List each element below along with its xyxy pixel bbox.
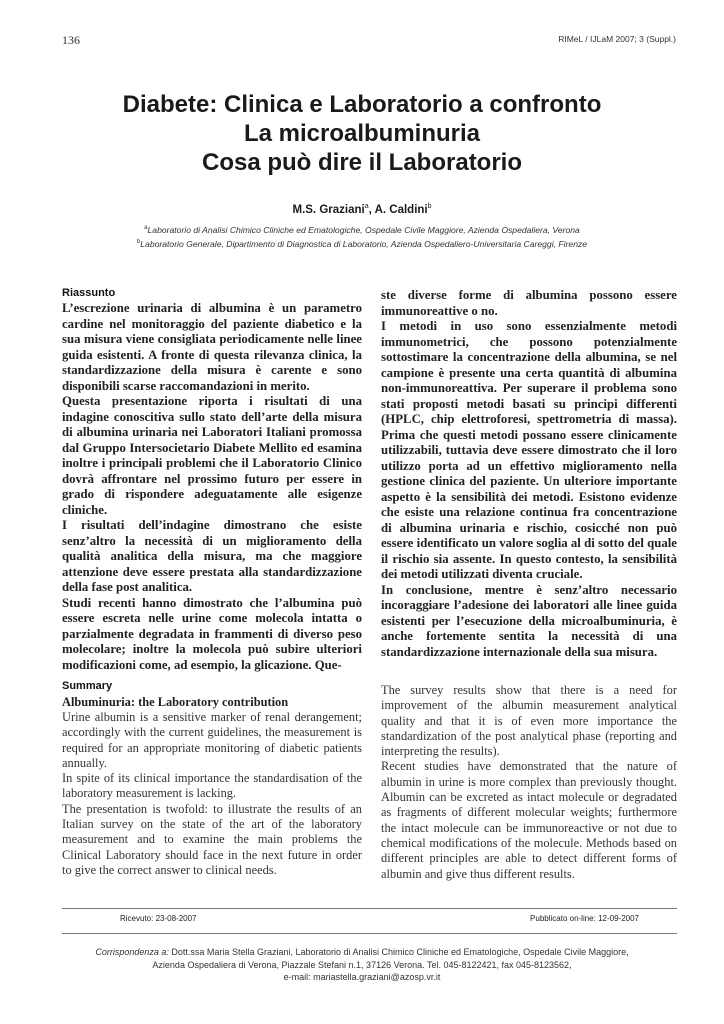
correspondence-text: Dott.ssa Maria Stella Graziani, Laboratorio di Analisi Chimico Cliniche ed Ematologiche, Ospedale Civile Maggiore, bbox=[171, 947, 629, 957]
summary-paragraph: Recent studies have demonstrated that the nature of albumin in urine is more complex than previously thought. Albumin can be excreted as intact molecule or degradated as fragments of different molecular weights; furthermore the intact molecule can be immunoreactive or not due to chemical modifications of the molecule. Methods based on different principles are able to detect different forms of albumin and give thus different results. bbox=[381, 759, 677, 881]
riassunto-paragraph: I metodi in uso sono essenzialmente metodi immunometrici, che possono potenzialmente sottostimare la concentrazione della albumina, se nel campione è presente una certa quantità di albumina non-immunoreattiva. Per superare il problema sono stati proposti metodi basati su principi differenti (HPLC, chip elettroforesi, spettrometria di massa). Prima che questi metodi possano essere clinicamente utilizzabili, tuttavia deve essere dimostrato che il loro utilizzo porta ad un effettivo miglioramento nella gestione clinica del paziente. Un ulteriore importante aspetto è la sensibilità dei metodi. Esistono evidenze che esiste una relazione continua fra concentrazione di albumina urinaria e rischio, cosicché non può essere identificato un valore soglia al di sotto del quale il rischio sia assente. In questo contesto, la sensibilità dei metodi utilizzati diventa cruciale. bbox=[381, 319, 677, 581]
riassunto-paragraph: L’escrezione urinaria di albumina è un parametro cardine nel monitoraggio del paziente diabetico e la sua misura viene consigliata periodicamente nelle linee guida esistenti. A fronte di questa rilevanza clinica, la standardizzazione della misura è carente e sono disponibili scarse raccomandazioni in merito. bbox=[62, 301, 362, 393]
riassunto-paragraph: In conclusione, mentre è senz’altro necessario incoraggiare l’adesione dei laboratori alle linee guida esistenti per l’esecuzione della microalbuminuria, è anche fortemente sentita la necessità di una standardizzazione internazionale della sua misura. bbox=[381, 582, 677, 659]
affiliation-a-mark: a bbox=[144, 225, 148, 232]
riassunto-heading: Riassunto bbox=[62, 287, 116, 299]
title-line-3: Cosa può dire il Laboratorio bbox=[201, 149, 523, 176]
affiliation-a-text: Laboratorio di Analisi Chimico Cliniche ed Ematologiche, Ospedale Civile Maggiore, Azienda Ospedaliera, Verona bbox=[147, 225, 580, 235]
riassunto-left-column bbox=[62, 287, 362, 673]
author-separator: , bbox=[368, 203, 375, 216]
correspondence-line-2: Azienda Ospedaliera di Verona, Piazzale Stefani n.1, 37126 Verona. Tel. 045-8122421, fax 045-8123562, bbox=[152, 959, 572, 970]
authors bbox=[0, 203, 724, 216]
correspondence-email: e-mail: mariastella.graziani@azosp.vr.it bbox=[283, 972, 441, 982]
riassunto-right-column bbox=[381, 288, 677, 660]
summary-heading: Summary bbox=[62, 680, 113, 692]
affiliation-b-mark: b bbox=[136, 239, 141, 246]
article-title bbox=[0, 90, 724, 177]
title-line-1: Diabete: Clinica e Laboratorio a confronto bbox=[122, 91, 602, 118]
summary-right-column bbox=[381, 683, 677, 882]
footer-divider-bottom bbox=[62, 933, 677, 934]
riassunto-paragraph: Questa presentazione riporta i risultati di una indagine conoscitiva sullo stato dell’arte della misura di albumina urinaria nei Laboratori Italiani promossa dal Gruppo Intersocietario Diabete Mellito ed esamina inoltre i principali problemi che il Laboratorio Clinico dovrà affrontare nel prossimo futuro per essere in grado di rispondere adeguatamente alle esigenze cliniche. bbox=[62, 394, 362, 517]
received-date: Ricevuto: 23-08-2007 bbox=[120, 914, 197, 923]
riassunto-paragraph: Studi recenti hanno dimostrato che l’albumina può essere escreta nelle urine come molecola intatta o parzialmente degradata in frammenti di diverso peso molecolare; inoltre la molecola può subire ulteriori modificazioni come, ad esempio, la glicazione. Que- bbox=[62, 595, 362, 672]
riassunto-paragraph: ste diverse forme di albumina possono essere immunoreattive o no. bbox=[381, 288, 677, 318]
affiliation-b-text: Laboratorio Generale, Dipartimento di Diagnostica di Laboratorio, Azienda Ospedaliero-Universitaria Careggi, Firenze bbox=[140, 239, 588, 249]
footer-divider-top bbox=[62, 908, 677, 909]
page-number: 136 bbox=[62, 33, 80, 47]
summary-paragraph: The survey results show that there is a need for improvement of the albumin measurement analytical quality and that it is of even more importance the standardization of the post analytical phase (reporting and interpreting the results). bbox=[381, 683, 677, 759]
published-date: Pubblicato on-line: 12-09-2007 bbox=[530, 914, 639, 923]
affiliation-b bbox=[0, 239, 724, 249]
summary-paragraph: Urine albumin is a sensitive marker of renal derangement; accordingly with the current guidelines, the measurement is required for an appropriate monitoring of diabetic patients annually. bbox=[62, 710, 362, 770]
author-2-affiliation-mark: b bbox=[427, 203, 432, 210]
author-2: A. Caldini bbox=[374, 203, 428, 216]
correspondence bbox=[40, 946, 684, 984]
summary-paragraph: The presentation is twofold: to illustrate the results of an Italian survey on the state of the art of the laboratory measurement and to examine the main problems the Clinical Laboratory should face in the next future in order to give the correct answer to clinical needs. bbox=[62, 801, 362, 877]
author-1-affiliation-mark: a bbox=[364, 203, 369, 210]
journal-reference: RIMeL / IJLaM 2007; 3 (Suppl.) bbox=[558, 34, 676, 44]
summary-subtitle: Albuminuria: the Laboratory contribution bbox=[62, 695, 289, 709]
correspondence-line-1 bbox=[40, 946, 684, 959]
riassunto-paragraph: I risultati dell’indagine dimostrano che esiste senz’altro la necessità di un miglioramento della qualità analitica della misura, ma che maggiore attenzione deve essere prestata alla standardizzazione della fase post analitica. bbox=[62, 518, 362, 594]
correspondence-label: Corrispondenza a: bbox=[95, 947, 169, 957]
affiliation-a bbox=[0, 225, 724, 235]
title-line-2: La microalbuminuria bbox=[243, 120, 481, 147]
summary-paragraph: In spite of its clinical importance the standardisation of the laboratory measurement is lacking. bbox=[62, 771, 362, 801]
author-1: M.S. Graziani bbox=[292, 203, 365, 216]
summary-left-column bbox=[62, 680, 362, 878]
